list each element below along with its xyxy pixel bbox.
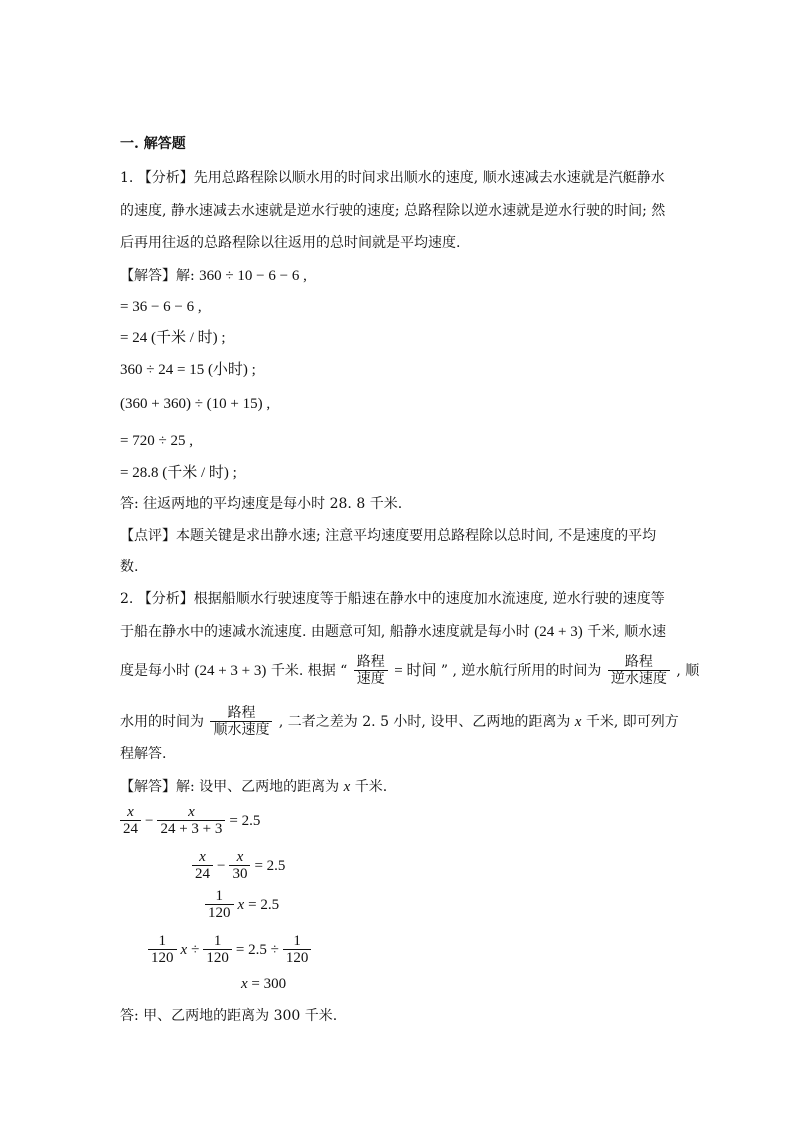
q2-fraction-road-over-upstream bbox=[608, 654, 670, 687]
fraction-numerator: 路程 bbox=[210, 705, 272, 722]
eq5-var-x: x bbox=[241, 976, 248, 992]
q1-conclusion: 答: 往返两地的平均速度是每小时 28. 8 千米. bbox=[120, 496, 403, 512]
q2-fraction-road-over-downstream bbox=[210, 705, 272, 738]
q2-answer-var-x: x bbox=[343, 779, 351, 795]
q1-step-2: = 36 − 6 − 6 , bbox=[120, 299, 202, 315]
divide-sign: ÷ bbox=[191, 941, 200, 958]
fraction-denominator: 速度 bbox=[356, 671, 385, 687]
q2-analysis-line-3-text-c: ” , 逆水航行所用的时间为 bbox=[440, 662, 602, 679]
equation-1 bbox=[118, 804, 262, 837]
q1-answer-line bbox=[120, 266, 307, 286]
eq4-fraction-2 bbox=[203, 933, 232, 966]
eq1-rhs: = 2.5 bbox=[229, 812, 261, 829]
minus-sign: − bbox=[217, 857, 226, 874]
q2-analysis-line-2-text-b: 千米, 顺水速 bbox=[587, 624, 667, 640]
equation-3 bbox=[203, 888, 281, 921]
q1-step-7: = 28.8 (千米 / 时) ; bbox=[120, 465, 237, 481]
fraction-denominator: 顺水速度 bbox=[213, 722, 270, 738]
q2-analysis-line-4 bbox=[120, 705, 679, 738]
fraction-denominator: 120 bbox=[208, 905, 231, 921]
q2-analysis-line-3-text-d: , 顺 bbox=[676, 662, 700, 679]
q2-analysis-line-5: 程解答. bbox=[120, 746, 167, 762]
fraction-numerator: 路程 bbox=[354, 654, 388, 671]
q2-analysis-line-2 bbox=[120, 622, 666, 642]
q2-analysis-line-1: 2. 【分析】根据船顺水行驶速度等于船速在静水中的速度加水流速度, 逆水行驶的速度等 bbox=[120, 591, 665, 607]
q2-expr-a: (24 + 3) bbox=[534, 624, 583, 640]
equation-5 bbox=[241, 976, 286, 992]
fraction-denominator: 24 + 3 + 3 bbox=[160, 821, 223, 837]
eq4-fraction-3 bbox=[283, 933, 312, 966]
q1-step-6: = 720 ÷ 25 , bbox=[120, 433, 193, 449]
fraction-numerator: 路程 bbox=[608, 654, 670, 671]
eq5-rhs: = 300 bbox=[251, 976, 287, 992]
fraction-denominator: 24 bbox=[123, 821, 138, 837]
eq1-fraction-2 bbox=[157, 804, 225, 837]
q2-analysis-line-4-text-c: 千米, 即可列方 bbox=[585, 713, 679, 730]
equation-4 bbox=[146, 933, 313, 966]
q2-analysis-line-3 bbox=[120, 654, 699, 687]
equation-2 bbox=[190, 849, 287, 882]
eq1-fraction-1 bbox=[120, 804, 141, 837]
fraction-numerator: 1 bbox=[203, 933, 232, 950]
eq2-rhs: = 2.5 bbox=[254, 857, 286, 874]
q2-expr-b: (24 + 3 + 3) bbox=[194, 662, 267, 679]
fraction-denominator: 30 bbox=[232, 866, 248, 882]
eq3-var-x: x bbox=[237, 896, 245, 913]
q2-fraction-road-over-speed bbox=[354, 654, 388, 687]
q1-step-3: = 24 (千米 / 时) ; bbox=[120, 330, 226, 346]
fraction-numerator: x bbox=[120, 804, 141, 821]
eq2-fraction-1 bbox=[192, 849, 213, 882]
eq4-rhs: = 2.5 ÷ bbox=[235, 941, 279, 958]
q2-answer-text-b: 千米. bbox=[354, 779, 388, 795]
q2-equals-time: = 时间 bbox=[394, 662, 437, 679]
fraction-numerator: x bbox=[229, 849, 250, 866]
q1-answer-label: 【解答】解: bbox=[120, 268, 195, 284]
fraction-numerator: 1 bbox=[283, 933, 312, 950]
fraction-denominator: 120 bbox=[206, 950, 229, 966]
q2-conclusion: 答: 甲、乙两地的距离为 300 千米. bbox=[120, 1008, 338, 1024]
q1-step-5: (360 + 360) ÷ (10 + 15) , bbox=[120, 396, 271, 412]
q2-analysis-line-4-text-a: 水用的时间为 bbox=[120, 713, 204, 730]
q1-comment-line-1: 【点评】本题关键是求出静水速; 注意平均速度要用总路程除以总时间, 不是速度的平均 bbox=[120, 528, 657, 544]
q2-analysis-line-3-text-b: 千米. 根据 “ bbox=[270, 662, 348, 679]
fraction-numerator: 1 bbox=[205, 888, 234, 905]
q1-analysis-line-1: 1. 【分析】先用总路程除以顺水用的时间求出顺水的速度, 顺水速减去水速就是汽艇静水 bbox=[120, 170, 665, 186]
q2-analysis-line-4-text-b: , 二者之差为 2. 5 小时, 设甲、乙两地的距离为 bbox=[278, 713, 571, 730]
fraction-denominator: 24 bbox=[195, 866, 210, 882]
eq2-fraction-2 bbox=[229, 849, 250, 882]
section-title: 一. 解答题 bbox=[120, 136, 186, 152]
q1-analysis-line-3: 后再用往返的总路程除以往返用的总时间就是平均速度. bbox=[120, 235, 461, 251]
minus-sign: − bbox=[145, 812, 154, 829]
q1-analysis-line-2: 的速度, 静水速减去水速就是逆水行驶的速度; 总路程除以逆水速就是逆水行驶的时间; 然 bbox=[120, 203, 666, 219]
eq3-fraction bbox=[205, 888, 234, 921]
q1-step-1: 360 ÷ 10 − 6 − 6 , bbox=[199, 268, 307, 284]
fraction-numerator: x bbox=[192, 849, 213, 866]
q2-var-x: x bbox=[574, 713, 582, 730]
fraction-denominator: 逆水速度 bbox=[610, 671, 667, 687]
q2-answer-text-a: 【解答】解: 设甲、乙两地的距离为 bbox=[120, 779, 340, 795]
fraction-denominator: 120 bbox=[285, 950, 309, 966]
q2-analysis-line-2-text-a: 于船在静水中的速减水流速度. 由题意可知, 船静水速度就是每小时 bbox=[120, 624, 530, 640]
q2-analysis-line-3-text-a: 度是每小时 bbox=[120, 662, 190, 679]
eq3-rhs: = 2.5 bbox=[248, 896, 280, 913]
q1-comment-line-2: 数. bbox=[120, 559, 139, 575]
fraction-denominator: 120 bbox=[151, 950, 174, 966]
eq4-fraction-1 bbox=[148, 933, 177, 966]
fraction-numerator: x bbox=[157, 804, 225, 821]
q1-step-4: 360 ÷ 24 = 15 (小时) ; bbox=[120, 362, 256, 378]
q2-answer-line bbox=[120, 777, 387, 797]
eq4-var-x: x bbox=[180, 941, 188, 958]
fraction-numerator: 1 bbox=[148, 933, 177, 950]
